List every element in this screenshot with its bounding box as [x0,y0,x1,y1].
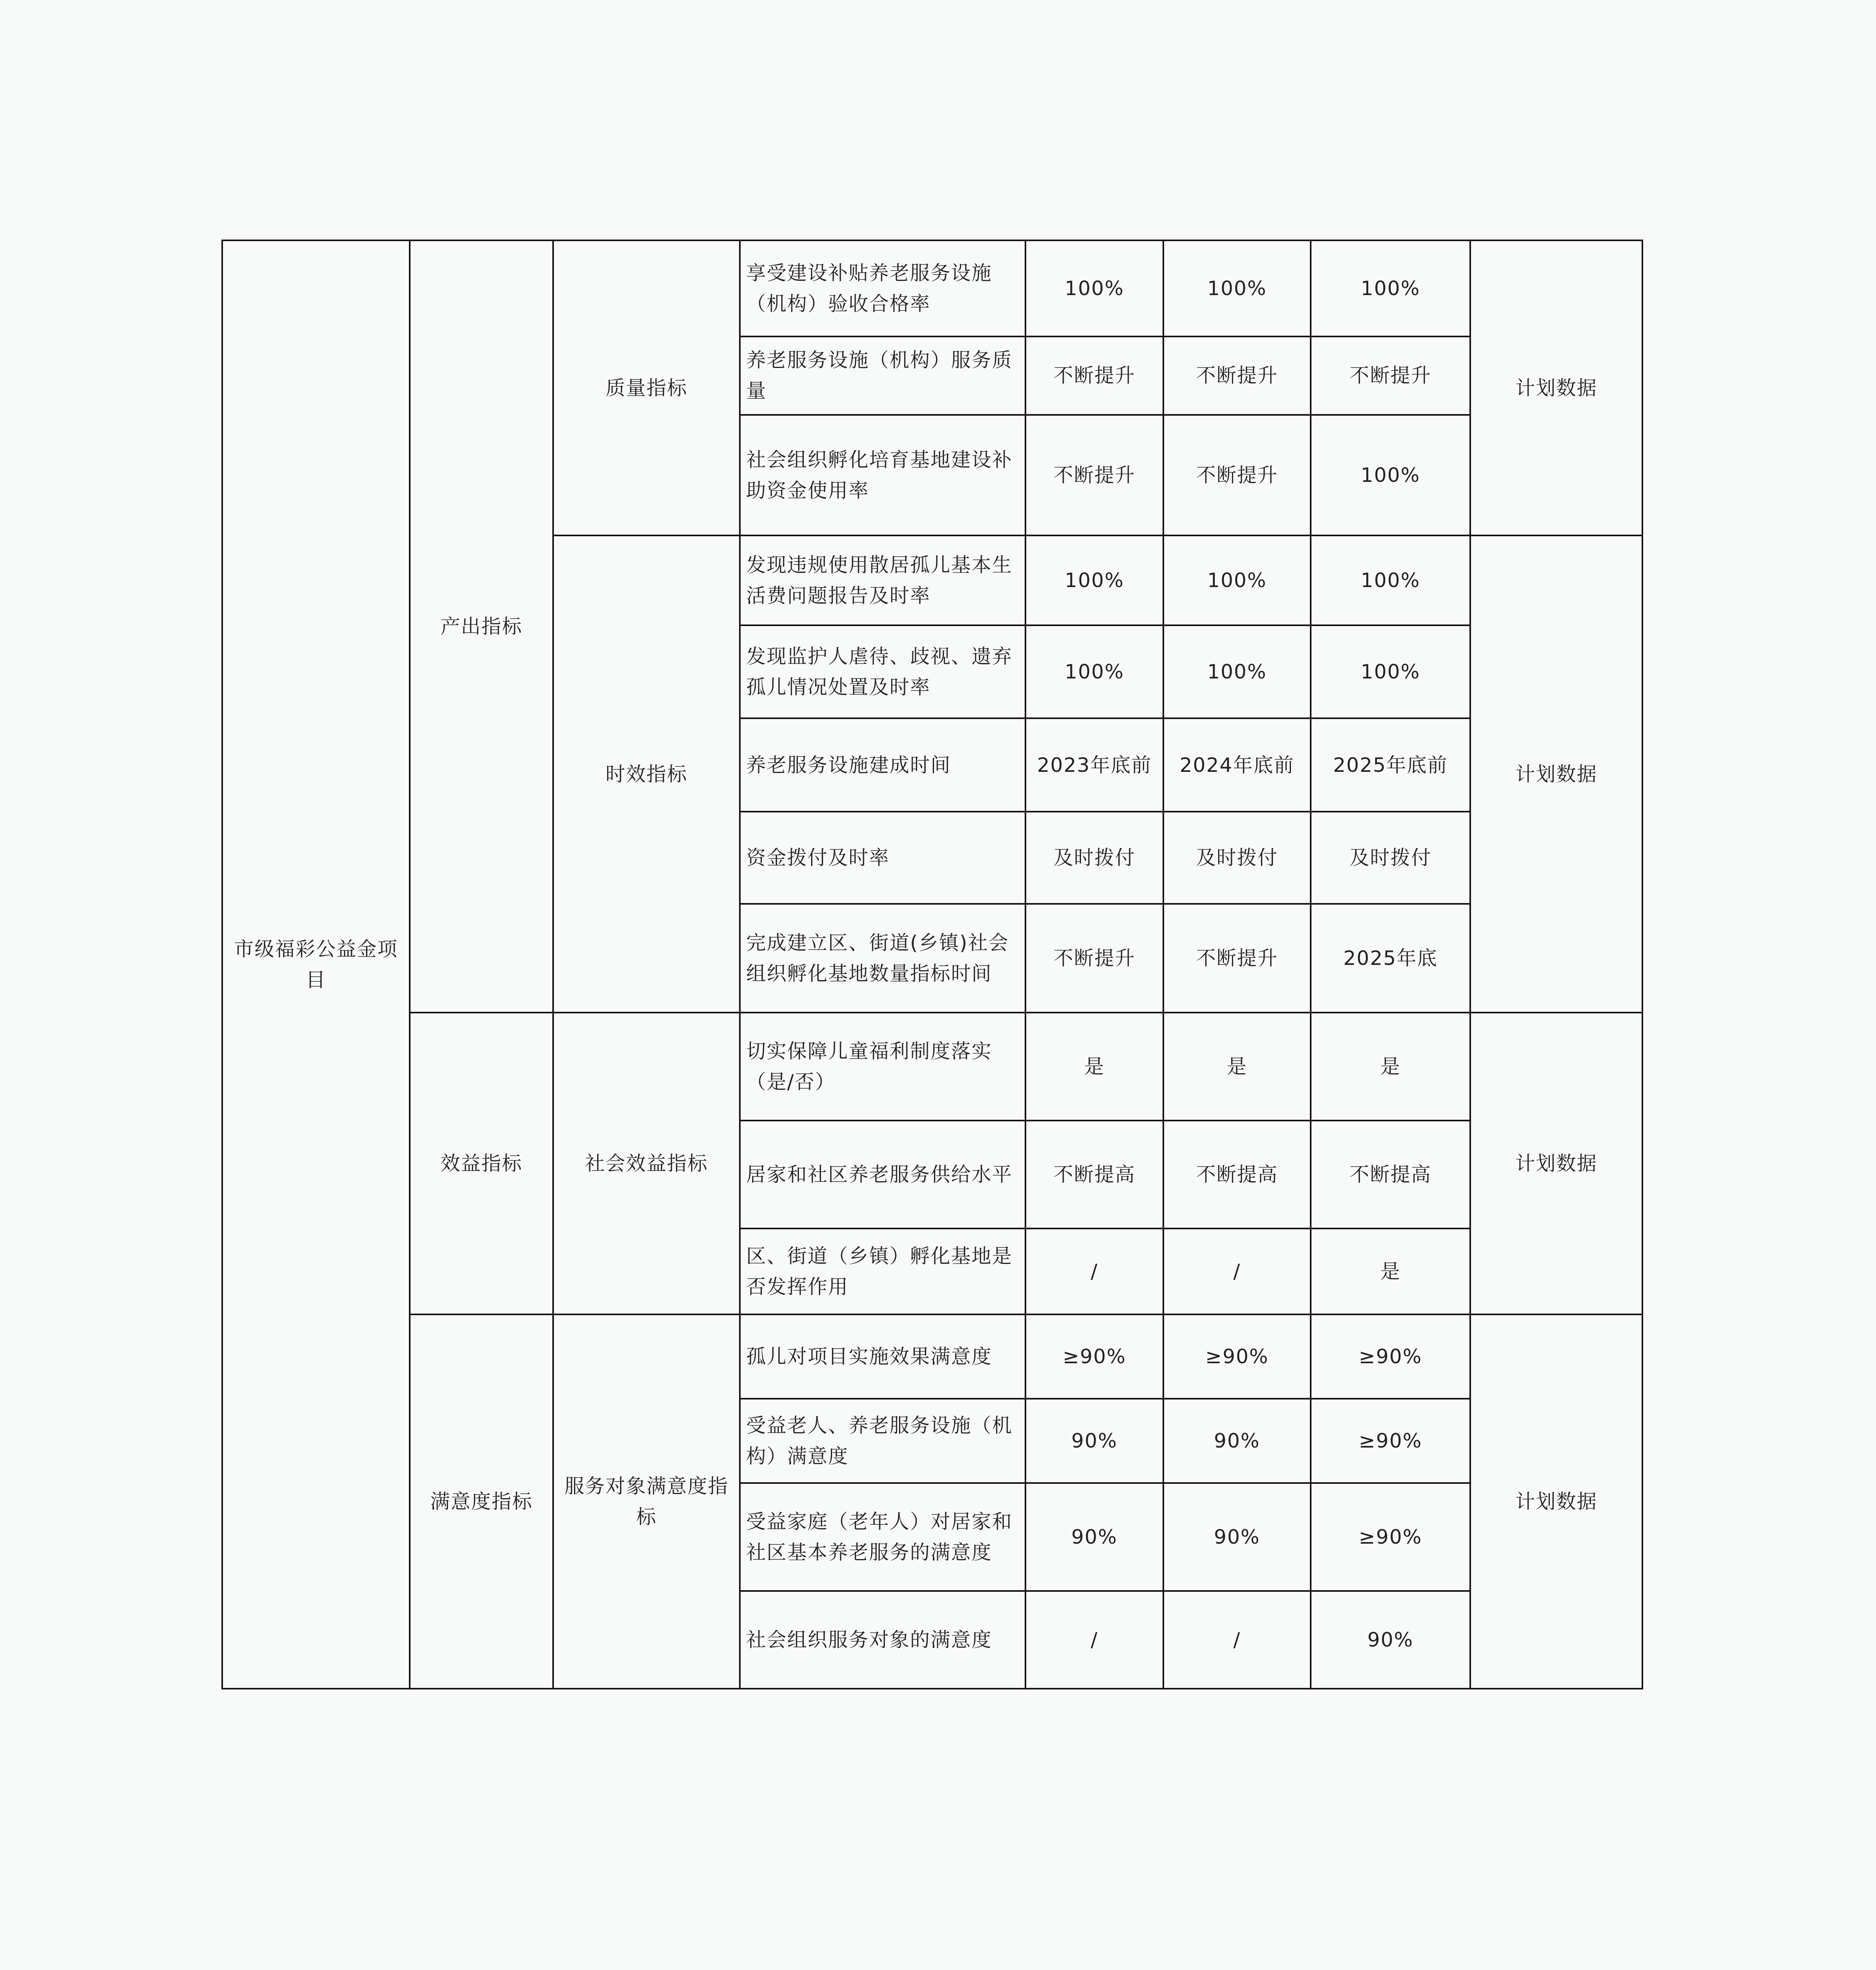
target-2025-cell: 100% [1311,240,1470,336]
target-2025-cell: 100% [1311,625,1470,718]
target-2025-cell: ≥90% [1311,1399,1470,1483]
indicator-name-cell: 切实保障儿童福利制度落实（是/否） [740,1013,1025,1121]
target-2023-cell: ≥90% [1025,1314,1163,1399]
target-2024-cell: 及时拨付 [1163,812,1311,903]
target-2025-cell: 是 [1311,1013,1470,1121]
target-2025-cell: 100% [1311,535,1470,625]
indicator-name-cell: 养老服务设施（机构）服务质量 [740,336,1025,414]
target-2023-cell: 100% [1025,240,1163,336]
target-2023-cell: 不断提升 [1025,336,1163,414]
target-2025-cell: 是 [1311,1228,1470,1314]
table-row [222,240,1642,336]
target-2025-cell: ≥90% [1311,1314,1470,1399]
target-2024-cell: 不断提升 [1163,904,1311,1013]
indicator-name-cell: 社会组织服务对象的满意度 [740,1591,1025,1689]
target-2024-cell: 90% [1163,1399,1311,1483]
target-2024-cell: 2024年底前 [1163,718,1311,812]
level2-indicator-cell: 社会效益指标 [553,1013,740,1314]
target-2023-cell: 90% [1025,1399,1163,1483]
level1-indicator-cell: 产出指标 [410,240,553,1013]
target-2025-cell: 不断提升 [1311,336,1470,414]
plan-note-cell: 计划数据 [1470,535,1642,1013]
level2-indicator-cell: 质量指标 [553,240,740,535]
level1-indicator-cell: 满意度指标 [410,1314,553,1689]
level2-indicator-cell: 服务对象满意度指标 [553,1314,740,1689]
plan-note-cell: 计划数据 [1470,1314,1642,1689]
target-2025-cell: ≥90% [1311,1483,1470,1591]
indicator-name-cell: 受益家庭（老年人）对居家和社区基本养老服务的满意度 [740,1483,1025,1591]
target-2023-cell: / [1025,1591,1163,1689]
target-2024-cell: ≥90% [1163,1314,1311,1399]
plan-note-cell: 计划数据 [1470,1013,1642,1314]
target-2024-cell: 不断提升 [1163,415,1311,536]
target-2024-cell: 100% [1163,535,1311,625]
target-2023-cell: 2023年底前 [1025,718,1163,812]
target-2024-cell: 90% [1163,1483,1311,1591]
target-2023-cell: 100% [1025,535,1163,625]
target-2024-cell: / [1163,1228,1311,1314]
indicator-name-cell: 区、街道（乡镇）孵化基地是否发挥作用 [740,1228,1025,1314]
target-2025-cell: 90% [1311,1591,1470,1689]
indicator-name-cell: 发现监护人虐待、歧视、遗弃孤儿情况处置及时率 [740,625,1025,718]
target-2024-cell: / [1163,1591,1311,1689]
target-2024-cell: 不断提高 [1163,1121,1311,1229]
indicator-name-cell: 完成建立区、街道(乡镇)社会组织孵化基地数量指标时间 [740,904,1025,1013]
indicator-name-cell: 养老服务设施建成时间 [740,718,1025,812]
performance-indicator-table [221,240,1643,1689]
indicator-name-cell: 发现违规使用散居孤儿基本生活费问题报告及时率 [740,535,1025,625]
level2-indicator-cell: 时效指标 [553,535,740,1013]
indicator-name-cell: 享受建设补贴养老服务设施（机构）验收合格率 [740,240,1025,336]
indicator-name-cell: 受益老人、养老服务设施（机构）满意度 [740,1399,1025,1483]
target-2023-cell: 不断提升 [1025,904,1163,1013]
target-2025-cell: 不断提高 [1311,1121,1470,1229]
indicator-name-cell: 社会组织孵化培育基地建设补助资金使用率 [740,415,1025,536]
target-2024-cell: 不断提升 [1163,336,1311,414]
target-2023-cell: 不断提高 [1025,1121,1163,1229]
target-2025-cell: 2025年底前 [1311,718,1470,812]
target-2023-cell: 是 [1025,1013,1163,1121]
target-2025-cell: 及时拨付 [1311,812,1470,903]
table-row [222,1314,1642,1399]
target-2023-cell: 不断提升 [1025,415,1163,536]
table-row [222,1013,1642,1121]
target-2023-cell: / [1025,1228,1163,1314]
indicator-name-cell: 资金拨付及时率 [740,812,1025,903]
indicator-name-cell: 居家和社区养老服务供给水平 [740,1121,1025,1229]
target-2024-cell: 是 [1163,1013,1311,1121]
target-2025-cell: 2025年底 [1311,904,1470,1013]
target-2024-cell: 100% [1163,240,1311,336]
target-2025-cell: 100% [1311,415,1470,536]
target-2023-cell: 90% [1025,1483,1163,1591]
plan-note-cell: 计划数据 [1470,240,1642,535]
target-2023-cell: 100% [1025,625,1163,718]
project-name-cell: 市级福彩公益金项目 [222,240,410,1689]
level1-indicator-cell: 效益指标 [410,1013,553,1314]
target-2023-cell: 及时拨付 [1025,812,1163,903]
indicator-name-cell: 孤儿对项目实施效果满意度 [740,1314,1025,1399]
target-2024-cell: 100% [1163,625,1311,718]
